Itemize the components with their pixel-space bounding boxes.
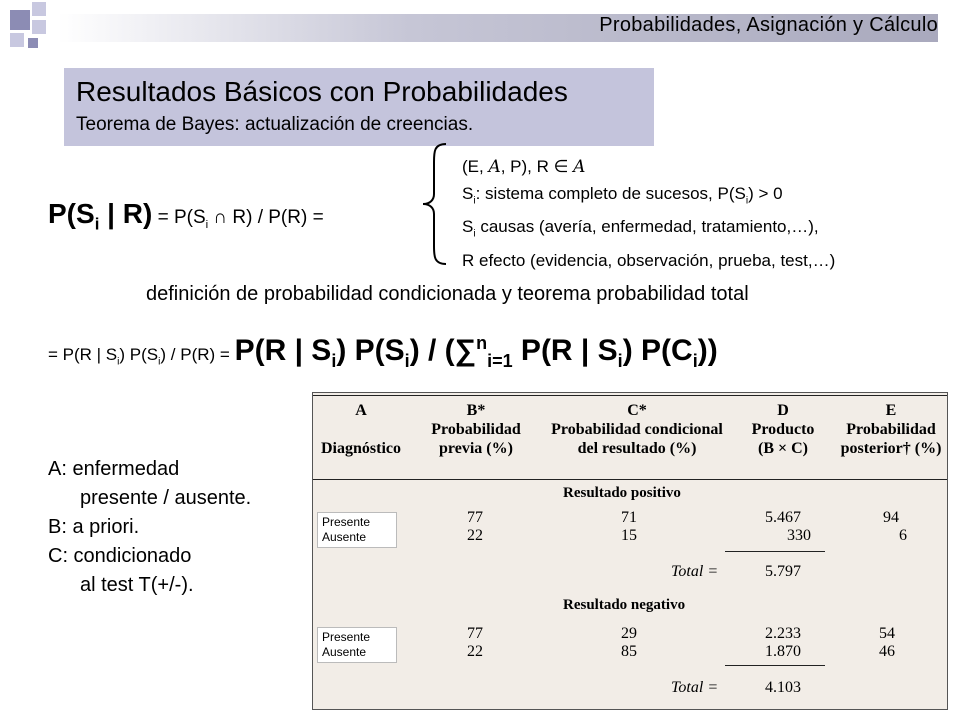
formula-text: P(S [48,198,95,229]
cell-c: 29 [621,625,637,642]
curly-brace-icon [420,142,450,266]
decor-square [10,10,30,30]
formula-text: ∩ R) / P(R) = [208,207,324,228]
condition-line-2: $S_i$: sistema completo de sucesos, $P(S_i) > 0$ [462,183,783,206]
total-label: Total = [671,563,719,580]
table-rule [725,665,825,666]
condition-line-1: (E, A, P), R ∈ A [462,157,586,177]
condition-line-3: $S_i$ causas (avería, enfermedad, tratamiento,…), [462,217,819,240]
header-title: Probabilidades, Asignación y Cálculo [599,14,938,36]
legend-line: presente / ausente. [80,487,252,509]
decor-square [32,20,46,34]
cell-b: 22 [467,643,483,660]
legend-list [48,455,251,600]
cell-e: 6 [899,527,907,544]
formula-text: | R) [99,198,153,229]
col-header-e: E Probabilidad posterior† (%) [840,402,942,457]
total-value: 5.797 [765,563,801,580]
decor-square [32,2,46,16]
definition-text: definición de probabilidad condicionada y teorema probabilidad total [146,283,749,305]
table-rule [313,479,947,480]
slide-title: Resultados Básicos con Probabilidades [76,76,568,107]
legend-line: A: enfermedad [48,458,180,480]
section-title-positive: Resultado positivo [563,485,681,501]
decor-square [10,33,24,47]
cell-b: 22 [467,527,483,544]
formula-sub: i [94,214,100,234]
bayes-table [312,392,948,710]
cell-d: 1.870 [765,643,801,660]
formula-text: = P(S [152,207,206,228]
cell-c: 71 [621,509,637,526]
col-header-d: D Producto (B × C) [751,402,815,457]
section-title-negative: Resultado negativo [563,597,686,613]
legend-line: B: a priori. [48,516,140,538]
conditions-list [462,154,835,275]
cell-e: 54 [879,625,895,642]
cell-d: 2.233 [765,625,801,642]
col-header-b: B* Probabilidad previa (%) [431,402,521,457]
slide-subtitle: Teorema de Bayes: actualización de creencias. [76,114,474,135]
cell-c: 85 [621,643,637,660]
cell-b: 77 [467,625,483,642]
row-labels-positive: Presente Ausente [317,512,397,548]
bayes-expanded-equation: = P(R | $S_i$) $P(S_i) / P(R) = P(R$ | $S_i$) $P(S_i) / (\sum^n_{i=1}$ P(R | $S_i$) $P(C_i)$) [48,333,718,371]
legend-line: C: condicionado [48,545,192,567]
bayes-formula-lhs [48,198,324,235]
cell-c: 15 [621,527,637,544]
total-label: Total = [671,679,719,696]
table-rule [725,551,825,552]
cell-b: 77 [467,509,483,526]
table-rule [313,395,947,396]
col-header-c: C* Probabilidad condicional del resultado (%) [551,402,723,457]
cell-e: 46 [879,643,895,660]
title-box [64,68,654,146]
cell-e: 94 [883,509,899,526]
condition-line-4: R efecto (evidencia, observación, prueba, test,…) [462,251,836,271]
cell-d: 5.467 [765,509,801,526]
row-labels-negative: Presente Ausente [317,627,397,663]
legend-line: al test T(+/-). [80,574,194,596]
formula-sub: i [205,218,209,231]
total-value: 4.103 [765,679,801,696]
cell-d: 330 [787,527,811,544]
decor-square [28,38,38,48]
col-header-a: A Diagnóstico [321,402,401,457]
